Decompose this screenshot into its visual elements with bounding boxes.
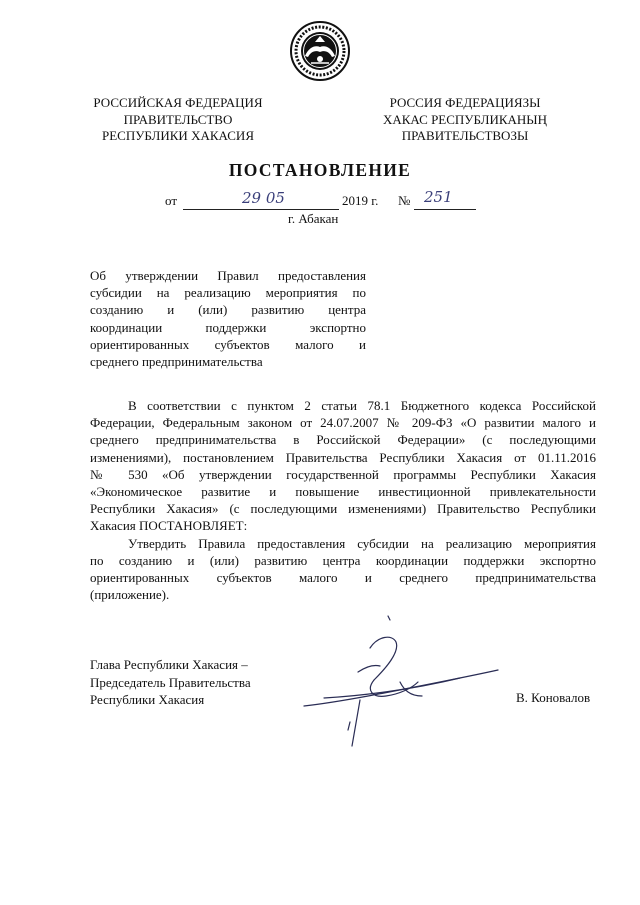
signatory-name: В. Коновалов — [516, 690, 591, 705]
subject-line: субсидии на реализацию мероприятия по — [90, 285, 366, 301]
body-line: ориентированных субъектов малого и среднего предпринимательства — [90, 570, 596, 586]
coat-of-arms-icon — [289, 20, 351, 82]
body-line: Федерации, Федеральным законом от 24.07.2007 № 209-ФЗ «О развитии малого и — [90, 415, 596, 431]
subject-line: среднего предпринимательства — [90, 354, 263, 370]
subject-line: Об утверждении Правил предоставления — [90, 268, 366, 283]
date-year: 2019 г. — [342, 193, 379, 208]
body-line: Республики Хакасия» (с последующими изменениями) Правительство Республики — [90, 501, 596, 517]
body-line: (приложение). — [90, 587, 170, 603]
number-underline — [414, 209, 476, 210]
header-left-line: РОССИЙСКАЯ ФЕДЕРАЦИЯ — [93, 95, 263, 110]
subject-line: координации поддержки экспортно — [90, 319, 366, 335]
signatory-position-line: Республики Хакасия — [90, 692, 205, 707]
handwritten-signature — [300, 610, 510, 750]
handwritten-date: 29 05 — [242, 189, 285, 207]
header-right-line: РОССИЯ ФЕДЕРАЦИЯЗЫ — [389, 95, 541, 110]
body-line: № 530 «Об утверждении государственной программы Республики Хакасия — [90, 466, 596, 482]
header-left — [82, 95, 274, 145]
document-subject — [90, 267, 366, 370]
number-label: № — [398, 193, 411, 208]
signatory-position-line: Председатель Правительства — [90, 674, 251, 690]
city: г. Абакан — [288, 211, 339, 226]
header-left-line: РЕСПУБЛИКИ ХАКАСИЯ — [101, 128, 254, 143]
header-right — [370, 95, 560, 145]
body-line: Хакасия ПОСТАНОВЛЯЕТ: — [90, 518, 248, 534]
body-line: Утвердить Правила предоставления субсидии на реализацию мероприятия — [128, 535, 596, 551]
document-title: ПОСТАНОВЛЕНИЕ — [228, 160, 412, 180]
header-right-line: ХАКАС РЕСПУБЛИКАНЫҢ — [382, 111, 548, 127]
signatory-position — [90, 656, 251, 709]
date-from-label: от — [165, 193, 178, 208]
body-line: «Экономическое развитие и повышение инвестиционной привлекательности — [90, 484, 596, 500]
handwritten-number: 251 — [424, 188, 453, 206]
subject-line: ориентированных субъектов малого и — [90, 336, 366, 352]
body-line: среднего предпринимательства в Российской Федерации» (с последующими — [90, 432, 596, 448]
body-line: изменениями), постановлением Правительства Республики Хакасия от 01.11.2016 — [90, 449, 596, 465]
subject-line: созданию и (или) развитию центра — [90, 302, 366, 318]
body-line: по созданию и (или) развитию центра координации поддержки экспортно — [90, 552, 596, 568]
date-underline — [183, 209, 339, 210]
document-body — [90, 397, 596, 603]
header-right-line: ПРАВИТЕЛЬСТВОЗЫ — [401, 128, 529, 143]
header-left-line: ПРАВИТЕЛЬСТВО — [123, 111, 233, 127]
body-line: В соответствии с пунктом 2 статьи 78.1 Бюджетного кодекса Российской — [128, 398, 596, 413]
signatory-position-line: Глава Республики Хакасия – — [90, 657, 248, 672]
